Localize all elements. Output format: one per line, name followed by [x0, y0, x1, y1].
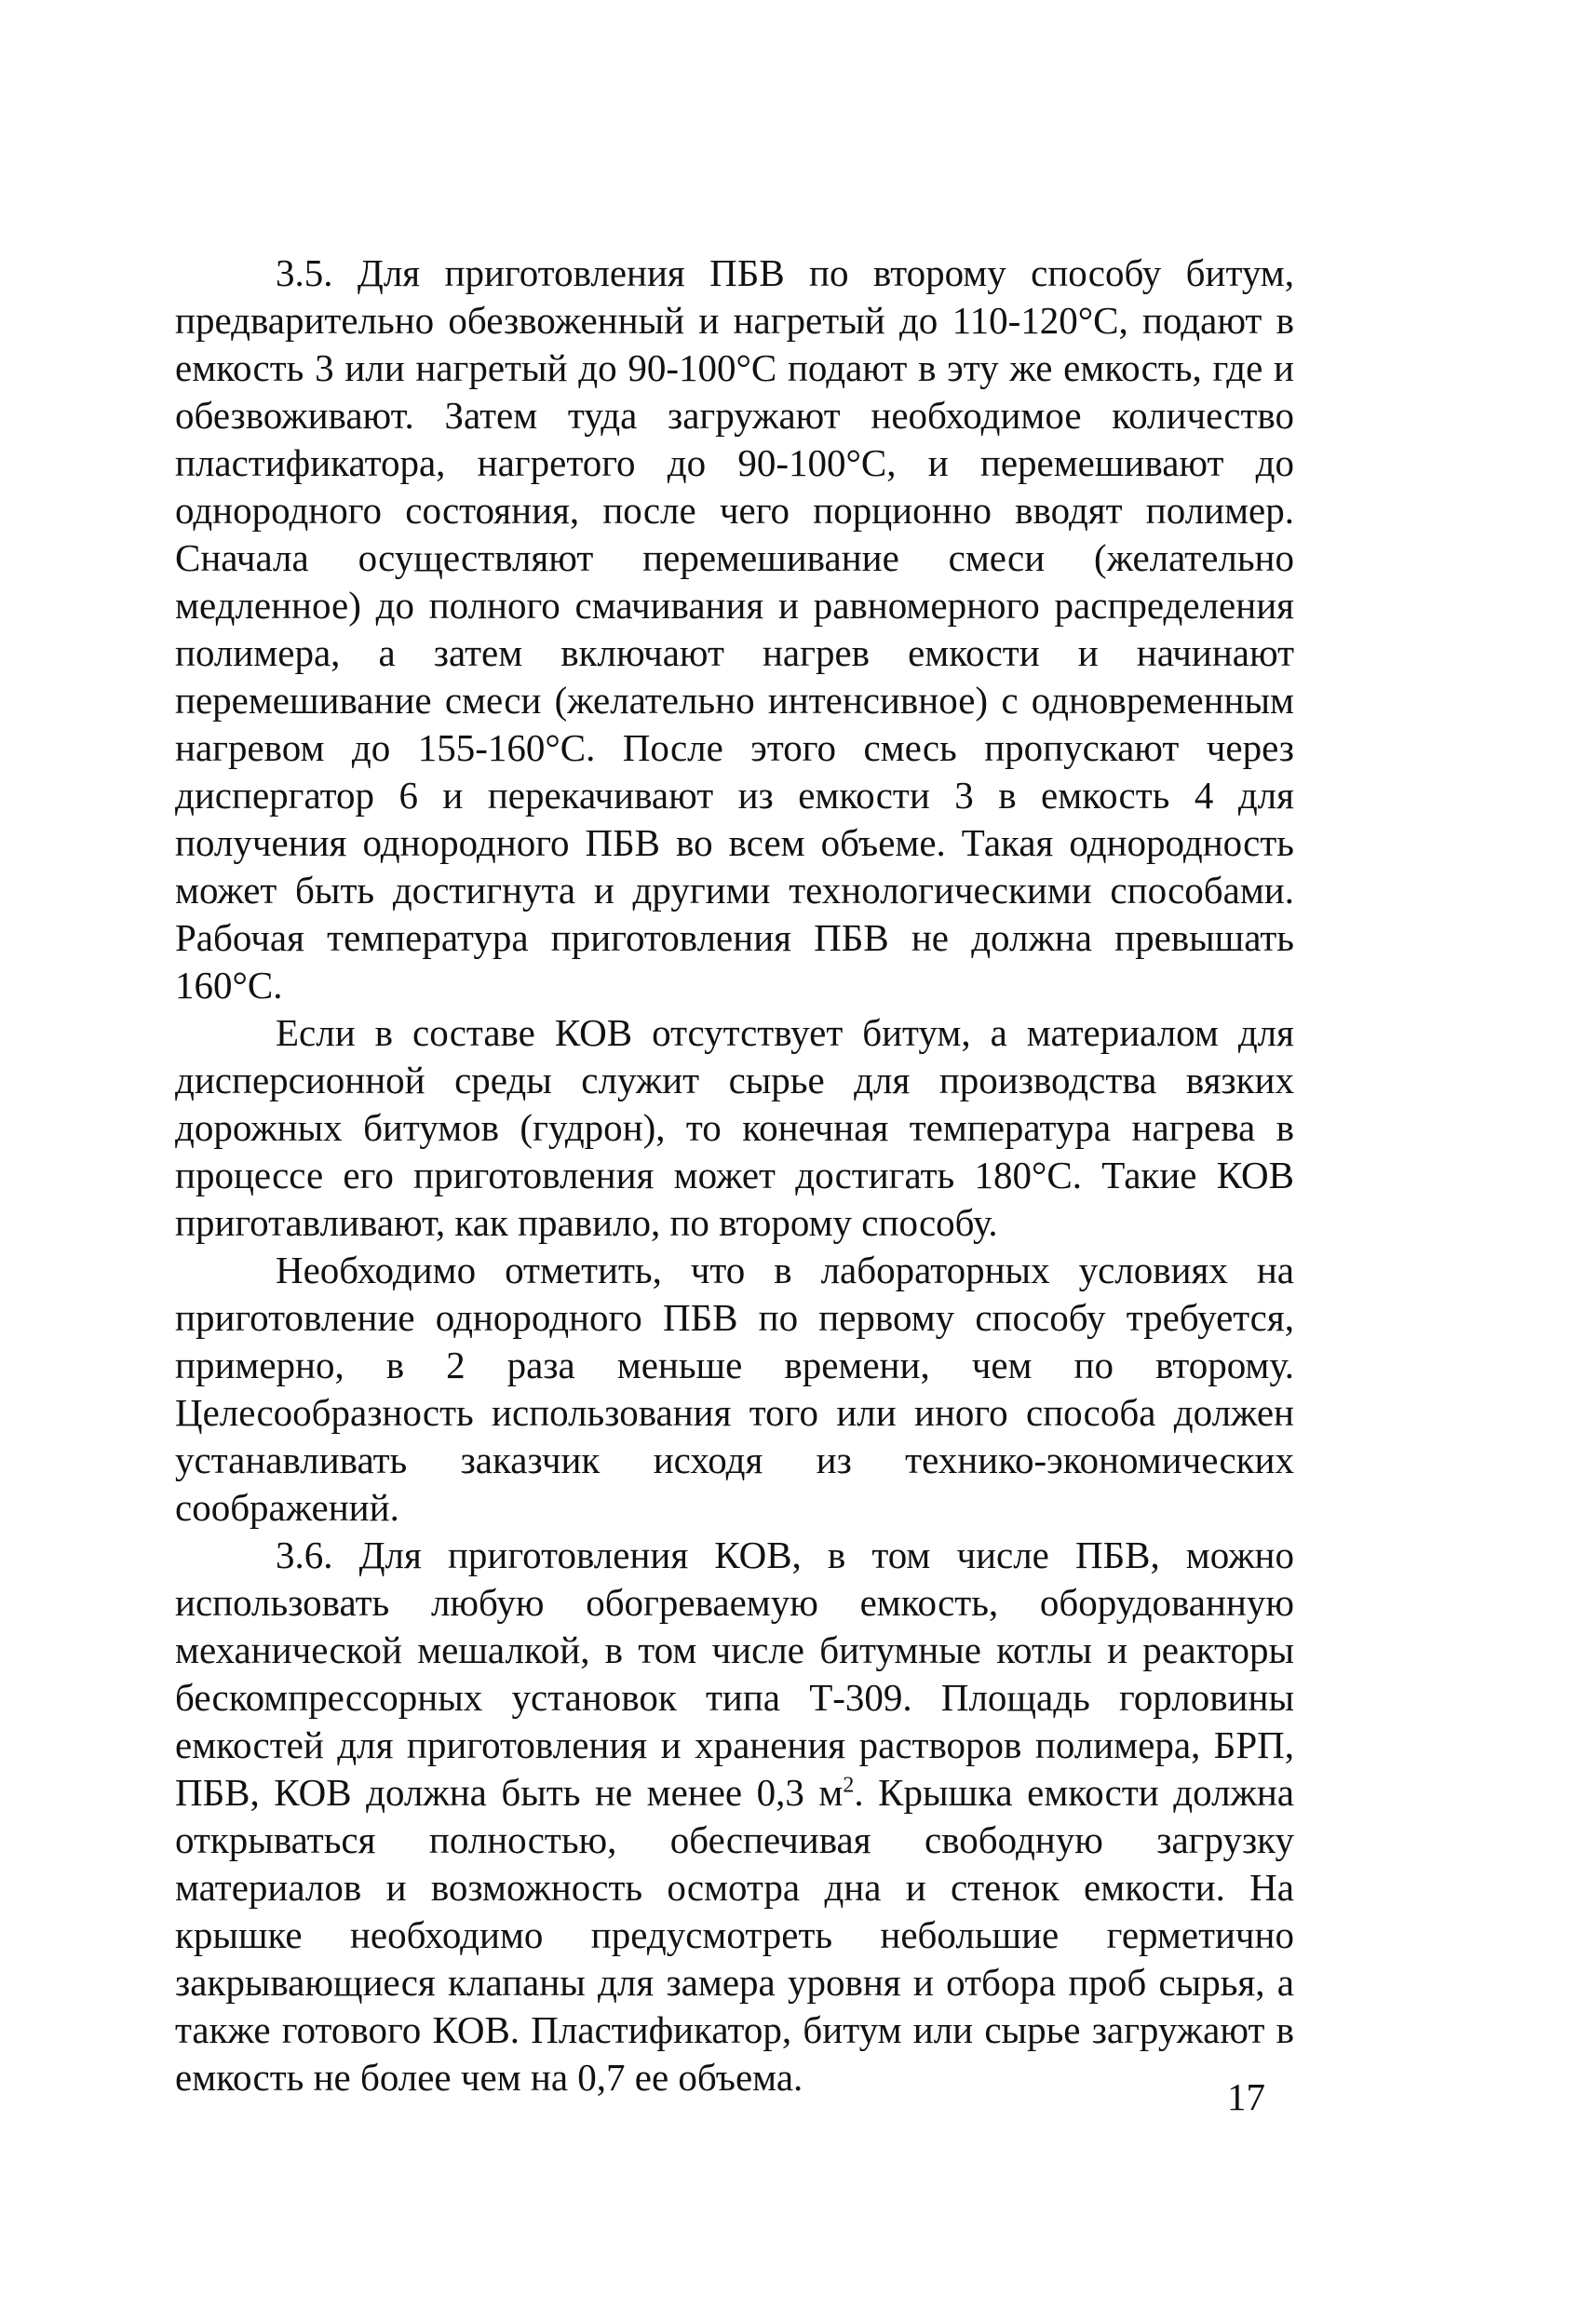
body-text [175, 250, 1294, 2101]
superscript-square: 2 [843, 1773, 855, 1798]
paragraph-3-6-text-start: 3.6. Для приготовления КОВ, в том числе ПБВ, можно использовать любую обогреваемую емкость, оборудованную механической мешалкой, в том числе битумные котлы и реакторы бескомпрессорных установок типа Т-309. Площадь горловины емкостей для приготовления и хранения растворов полимера, БРП, ПБВ, КОВ должна быть не менее 0,3 м [175, 1534, 1294, 1814]
paragraph-lab-conditions: Необходимо отметить, что в лабораторных условиях на приготовление однородного ПБВ по первому способу требуется, примерно, в 2 раза меньше времени, чем по второму. Целесообразность использования того или иного способа должен устанавливать заказчик исходя из технико-экономических соображений. [175, 1249, 1294, 1529]
paragraph-3-6 [175, 1532, 1294, 2101]
paragraph-3-6-text-end: . Крышка емкости должна открываться полностью, обеспечивая свободную загрузку материалов и возможность осмотра дна и стенок емкости. На крышке необходимо предусмотреть небольшие герметично закрывающиеся клапаны для замера уровня и отбора проб сырья, а также готового КОВ. Пластификатор, битум или сырье загружают в емкость не более чем на 0,7 ее объема. [175, 1771, 1294, 2099]
page-number: 17 [1227, 2075, 1265, 2118]
paragraph-kov-no-bitumen: Если в составе КОВ отсутствует битум, а материалом для дисперсионной среды служит сырье для производства вязких дорожных битумов (гудрон), то конечная температура нагрева в процессе его приготовления может достигать 180°С. Такие КОВ приготавливают, как правило, по второму способу. [175, 1011, 1294, 1244]
paragraph-3-5: 3.5. Для приготовления ПБВ по второму способу битум, предварительно обезвоженный и нагретый до 110-120°С, подают в емкость 3 или нагретый до 90-100°С подают в эту же емкость, где и обезвоживают. Затем туда загружают необходимое количество пластификатора, нагретого до 90-100°С, и перемешивают до однородного состояния, после чего порционно вводят полимер. Сначала осуществляют перемешивание смеси (желательно медленное) до полного смачивания и равномерного распределения полимера, а затем включают нагрев емкости и начинают перемешивание смеси (желательно интенсивное) с одновременным нагревом до 155-160°С. После этого смесь пропускают через диспергатор 6 и перекачивают из емкости 3 в емкость 4 для получения однородного ПБВ во всем объеме. Такая однородность может быть достигнута и другими технологическими способами. Рабочая температура приготовления ПБВ не должна превышать 160°С. [175, 251, 1294, 1007]
